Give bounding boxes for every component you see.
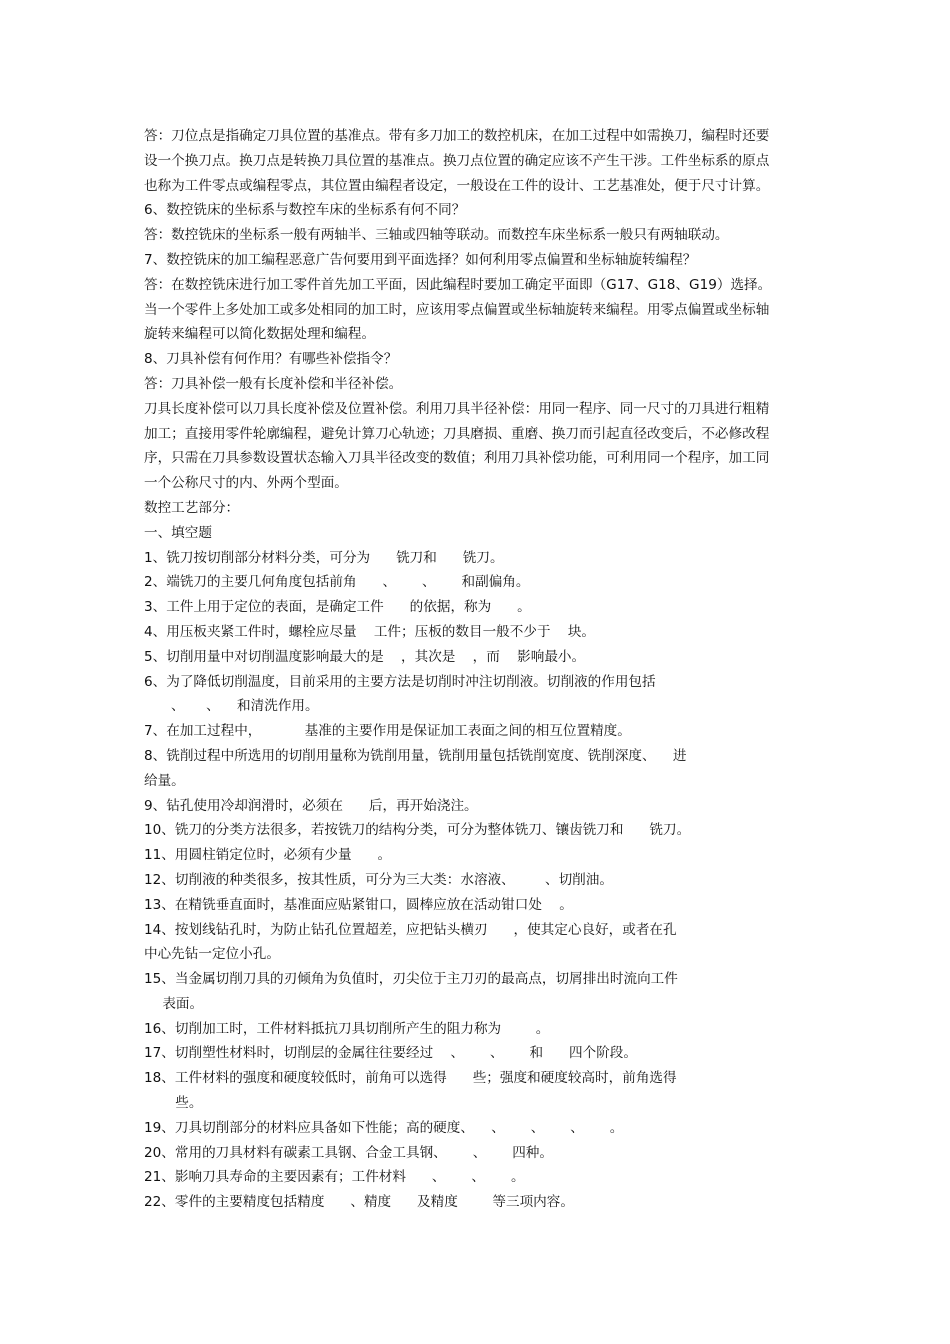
text-line: 些。	[158, 1095, 203, 1112]
text-line: 13、在精铣垂直面时，基准面应贴紧钳口，圆棒应放在活动钳口处 。	[144, 896, 573, 913]
text-line: 21、影响刀具寿命的主要因素有；工件材料 、 、 。	[144, 1169, 525, 1186]
text-line: 5、切削用量中对切削温度影响最大的是 ，其次是 ，而 影响最小。	[144, 648, 586, 665]
text-line: 加工；直接用零件轮廓编程，避免计算刀心轨迹；刀具磨损、重磨、换刀而引起直径改变后，不必修改程	[144, 425, 770, 442]
text-line: 22、零件的主要精度包括精度 、精度 及精度 等三项内容。	[144, 1194, 574, 1211]
document-body	[144, 124, 824, 1215]
text-line: 、 、 和清洗作用。	[158, 698, 319, 715]
text-line: 6、为了降低切削温度，目前采用的主要方法是切削时冲注切削液。切削液的作用包括	[144, 673, 656, 690]
text-line: 序，只需在刀具参数设置状态输入刀具半径改变的数值；利用刀具补偿功能，可利用同一个程序，加工同	[144, 450, 770, 467]
text-line: 8、铣削过程中所选用的切削用量称为铣削用量，铣削用量包括铣削宽度、铣削深度、 进	[144, 747, 687, 764]
text-line: 也称为工件零点或编程零点，其位置由编程者设定，一般设在工件的设计、工艺基准处，便于尺寸计算。	[144, 177, 770, 194]
text-line: 6、数控铣床的坐标系与数控车床的坐标系有何不同？	[144, 202, 466, 219]
text-line: 一个公称尺寸的内、外两个型面。	[144, 475, 348, 492]
text-line: 中心先钻一定位小孔。	[144, 946, 280, 963]
text-line: 9、钻孔使用冷却润滑时，必须在 后，再开始浇注。	[144, 797, 478, 814]
text-line: 17、切削塑性材料时，切削层的金属往往要经过 、 、 和 四个阶段。	[144, 1045, 637, 1062]
text-line: 设一个换刀点。换刀点是转换刀具位置的基准点。换刀点位置的确定应该不产生干涉。工件坐标系的原点	[144, 152, 770, 169]
text-line: 14、按划线钻孔时，为防止钻孔位置超差，应把钻头横刃 ，使其定心良好，或者在孔	[144, 921, 677, 938]
text-line: 12、切削液的种类很多，按其性质，可分为三大类：水溶液、 、切削油。	[144, 871, 613, 888]
text-line: 表面。	[158, 995, 204, 1012]
text-line: 10、铣刀的分类方法很多，若按铣刀的结构分类，可分为整体铣刀、镶齿铣刀和 铣刀。	[144, 822, 691, 839]
text-line: 答：数控铣床的坐标系一般有两轴半、三轴或四轴等联动。而数控车床坐标系一般只有两轴联动。	[144, 227, 729, 244]
text-line: 18、工件材料的强度和硬度较低时，前角可以选得 些；强度和硬度较高时，前角选得	[144, 1070, 677, 1087]
text-line: 4、用压板夹紧工件时，螺栓应尽量 工件；压板的数目一般不少于 块。	[144, 623, 596, 640]
text-line: 8、刀具补偿有何作用？有哪些补偿指令？	[144, 351, 398, 368]
text-line: 15、当金属切削刀具的刃倾角为负值时，刃尖位于主刀刃的最高点，切屑排出时流向工件	[144, 971, 678, 988]
text-line: 刀具长度补偿可以刀具长度补偿及位置补偿。利用刀具半径补偿：用同一程序、同一尺寸的刀具进行粗精	[144, 400, 770, 417]
text-line: 11、用圆柱销定位时，必须有少量 。	[144, 847, 392, 864]
text-line: 答：在数控铣床进行加工零件首先加工平面，因此编程时要加工确定平面即（G17、G18、G19）选择。	[144, 276, 772, 293]
text-line: 2、端铣刀的主要几何角度包括前角 、 、 和副偏角。	[144, 574, 530, 591]
text-line: 数控工艺部分：	[144, 499, 240, 516]
text-line: 3、工件上用于定位的表面，是确定工件 的依据，称为 。	[144, 599, 531, 616]
text-line: 19、刀具切削部分的材料应具备如下性能；高的硬度、 、 、 、 。	[144, 1119, 624, 1136]
text-line: 旋转来编程可以简化数据处理和编程。	[144, 326, 376, 343]
text-line: 给量。	[144, 772, 185, 789]
text-line: 一、填空题	[144, 524, 212, 541]
text-line: 7、数控铣床的加工编程恶意广告何要用到平面选择？如何利用零点偏置和坐标轴旋转编程？	[144, 251, 697, 268]
text-line: 16、切削加工时，工件材料抵抗刀具切削所产生的阻力称为 。	[144, 1020, 550, 1037]
text-line: 答：刀位点是指确定刀具位置的基准点。带有多刀加工的数控机床，在加工过程中如需换刀，编程时还要	[144, 128, 770, 144]
text-line: 20、常用的刀具材料有碳素工具钢、合金工具钢、 、 四种。	[144, 1144, 553, 1161]
text-line: 7、在加工过程中， 基准的主要作用是保证加工表面之间的相互位置精度。	[144, 723, 631, 740]
text-line: 答：刀具补偿一般有长度补偿和半径补偿。	[144, 375, 403, 392]
text-line: 当一个零件上多处加工或多处相同的加工时，应该用零点偏置或坐标轴旋转来编程。用零点偏置或坐标轴	[144, 301, 770, 318]
text-line: 1、铣刀按切削部分材料分类，可分为 铣刀和 铣刀。	[144, 549, 504, 566]
